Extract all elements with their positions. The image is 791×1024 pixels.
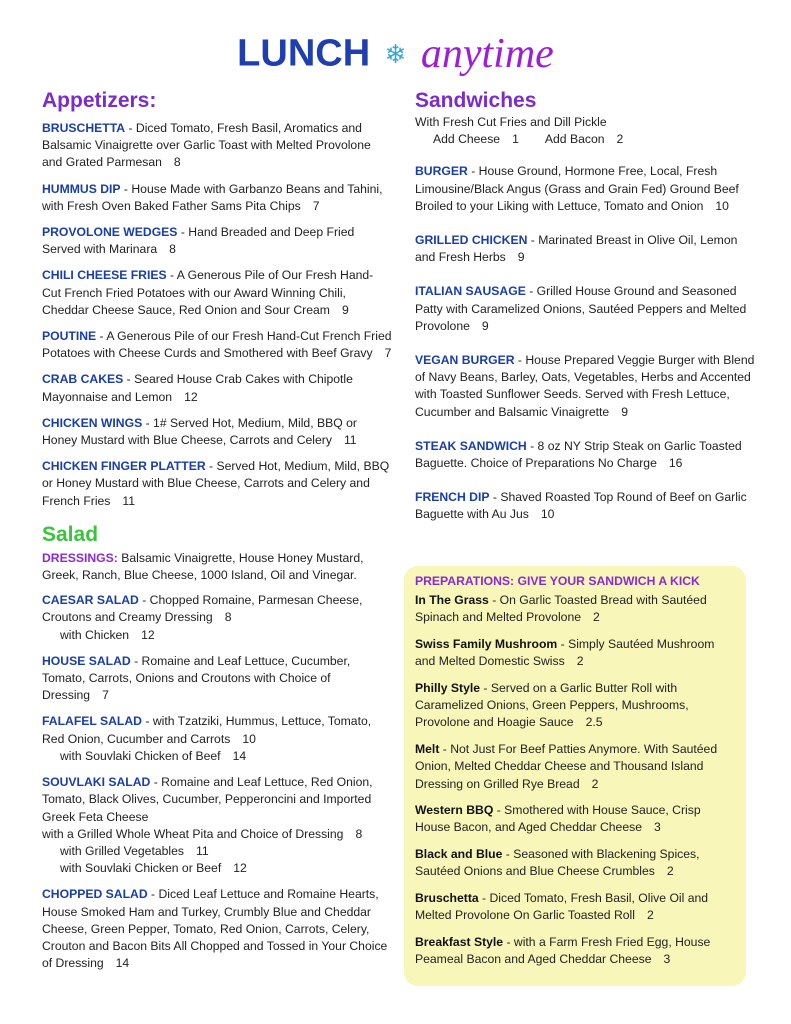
menu-item-house-salad: [42, 653, 392, 705]
prep-price: 2: [591, 776, 599, 791]
item-price: 8: [224, 610, 232, 625]
item-name: CHILI CHEESE FRIES: [42, 268, 167, 283]
menu-item-falafel-salad: [42, 713, 392, 765]
item-name: HUMMUS DIP: [42, 181, 121, 196]
item-price: 7: [312, 198, 320, 213]
prep-name: Melt: [415, 741, 440, 756]
item-desc: - Shaved Roasted Top Round of Beef on Garlic Baguette with Au Jus: [415, 490, 747, 522]
prep-name: Swiss Family Mushroom: [415, 636, 558, 651]
prep-name: Black and Blue: [415, 846, 503, 861]
item-name: HOUSE SALAD: [42, 653, 131, 668]
item-desc: - Seared House Crab Cakes with Chipotle Mayonnaise and Lemon: [42, 372, 353, 404]
option-label: with Chicken: [60, 627, 130, 642]
menu-item-provolone-wedges: [42, 224, 392, 258]
prep-desc: - Seasoned with Blackening Spices, Sautéed Onions and Blue Cheese Crumbles: [415, 846, 700, 879]
item-name: CHOPPED SALAD: [42, 887, 148, 902]
item-price: 14: [115, 956, 130, 971]
item-price: 10: [242, 731, 256, 746]
menu-item-chicken-finger-platter: [42, 458, 392, 510]
prep-desc: - with a Farm Fresh Fried Egg, House Peameal Bacon and Aged Cheddar Cheese: [415, 934, 711, 966]
menu-item-poutine: [42, 328, 392, 362]
prep-price: 3: [663, 951, 671, 966]
item-desc: - Romaine and Leaf Lettuce, Red Onion, Tomato, Black Olives, Cucumber, Pepperoncini and Imported Greek Feta Cheese: [42, 775, 373, 824]
item-option: [42, 860, 392, 877]
item-desc: - Marinated Breast in Olive Oil, Lemon and Fresh Herbs: [415, 233, 738, 265]
item-desc: - 1# Served Hot, Medium, Mild, BBQ or Honey Mustard with Blue Cheese, Carrots and Celery: [42, 415, 357, 448]
item-desc: - Chopped Romaine, Parmesan Cheese, Croutons and Creamy Dressing: [42, 593, 363, 625]
prep-price: 2.5: [585, 715, 603, 730]
item-price: 9: [517, 250, 525, 265]
preparations-heading: PREPARATIONS: GIVE YOUR SANDWICH A KICK: [415, 574, 700, 588]
menu-item-chili-cheese-fries: [42, 267, 392, 319]
prep-price: 2: [576, 654, 584, 669]
prep-desc: - Served on a Garlic Butter Roll with Caramelized Onions, Green Peppers, Mushrooms, Provolone and Hoagie Sauce: [415, 680, 689, 730]
item-price: 9: [341, 302, 349, 317]
snowflake-icon: ❄: [384, 38, 407, 69]
preparations-box: [404, 566, 746, 986]
add-cheese-price: 1: [512, 132, 519, 147]
item-desc: - 8 oz NY Strip Steak on Garlic Toasted Baguette. Choice of Preparations No Charge: [415, 438, 742, 471]
menu-item-hummus-dip: [42, 181, 392, 215]
prep-item-breakfast-style: [415, 934, 736, 969]
item-desc-line2: [42, 826, 392, 843]
item-price: 10: [715, 198, 729, 213]
option-price: 12: [233, 861, 247, 876]
prep-item-western-bbq: [415, 802, 736, 837]
item-desc: - A Generous Pile of Our Fresh Hand-Cut French Fried Potatoes with our Award Winning Chili, Cheddar Cheese Sauce, Red Onion and Sour Cream: [42, 268, 374, 317]
option-price: 14: [232, 748, 247, 763]
appetizers-heading: Appetizers:: [42, 89, 157, 112]
sandwiches-heading: Sandwiches: [415, 89, 537, 112]
add-bacon-label: Add Bacon: [544, 132, 605, 147]
item-desc: - A Generous Pile of our Fresh Hand-Cut French Fried Potatoes with Cheese Curds and Smothered with Beef Gravy: [42, 329, 392, 361]
sandwich-addons: [415, 131, 760, 148]
item-price: 12: [184, 389, 198, 404]
title-lunch: LUNCH: [237, 32, 371, 75]
item-price: 11: [122, 493, 136, 508]
item-name: GRILLED CHICKEN: [415, 233, 528, 248]
right-column: [415, 88, 760, 541]
menu-item-chopped-salad: [42, 886, 392, 972]
prep-desc: - Simply Sautéed Mushroom and Melted Domestic Swiss: [415, 636, 715, 669]
menu-item-french-dip: [415, 489, 760, 523]
item-price: 10: [540, 507, 555, 522]
item-price: 8: [173, 155, 181, 170]
menu-item-caesar-salad: [42, 592, 392, 644]
dressings-label: DRESSINGS:: [42, 550, 118, 565]
item-option: [42, 627, 392, 644]
item-name: ITALIAN SAUSAGE: [415, 284, 526, 299]
item-name: VEGAN BURGER: [415, 353, 515, 368]
item-desc: - House Prepared Veggie Burger with Blend of Navy Beans, Barley, Oats, Vegetables, Herbs and Accented with Toasted Sunflower Seeds. Served with Fresh Lettuce, Cucumber and Balsamic Vinaigrette: [415, 353, 755, 419]
item-desc: - Romaine and Leaf Lettuce, Cucumber, Tomato, Carrots, Onions and Croutons with Choice of Dressing: [42, 653, 351, 703]
item-price: 9: [621, 404, 628, 419]
item-price: 7: [384, 346, 392, 361]
option-label: with Grilled Vegetables: [60, 843, 184, 858]
menu-item-souvlaki-salad: [42, 774, 392, 877]
prep-item-philly-style: [415, 680, 736, 732]
item-name: STEAK SANDWICH: [415, 438, 527, 453]
item-desc: - with Tzatziki, Hummus, Lettuce, Tomato, Red Onion, Cucumber and Carrots: [42, 714, 372, 746]
prep-price: 2: [646, 908, 654, 923]
item-price: 16: [668, 456, 683, 471]
menu-item-steak-sandwich: [415, 438, 760, 472]
title-anytime: anytime: [420, 31, 554, 77]
option-label: with Souvlaki Chicken of Beef: [60, 748, 221, 763]
item-name: FRENCH DIP: [415, 490, 490, 505]
item-price: 8: [169, 242, 176, 257]
page-title: [0, 30, 791, 78]
item-desc: - Hand Breaded and Deep Fried Served with Marinara: [42, 225, 355, 257]
item-desc: - Diced Tomato, Fresh Basil, Aromatics and Balsamic Vinaigrette over Garlic Toast with Melted Provolone and Grated Parmesan: [42, 121, 371, 170]
menu-item-chicken-wings: [42, 415, 392, 449]
salad-heading: Salad: [42, 522, 99, 546]
prep-name: Western BBQ: [415, 803, 494, 818]
item-price: 7: [102, 688, 109, 703]
left-column: [42, 88, 392, 972]
item-desc: - Served Hot, Medium, Mild, BBQ or Honey Mustard with Blue Cheese, Carrots and Celery and French Fries: [42, 459, 390, 508]
menu-item-burger: [415, 163, 760, 215]
item-name: SOUVLAKI SALAD: [42, 775, 151, 790]
option-price: 12: [141, 627, 155, 642]
menu-item-grilled-chicken: [415, 232, 760, 266]
option-price: 11: [195, 843, 209, 858]
prep-desc: - Smothered with House Sauce, Crisp House Bacon, and Aged Cheddar Cheese: [415, 803, 701, 835]
add-cheese-label: Add Cheese: [433, 132, 501, 147]
item-price: 9: [481, 318, 489, 333]
prep-item-melt: [415, 741, 736, 793]
prep-name: Breakfast Style: [415, 934, 504, 949]
prep-price: 2: [666, 864, 674, 879]
item-name: FALAFEL SALAD: [42, 714, 142, 729]
menu-item-italian-sausage: [415, 283, 760, 335]
prep-desc: - On Garlic Toasted Bread with Sautéed Spinach and Melted Provolone: [415, 593, 707, 625]
item-name: CAESAR SALAD: [42, 593, 139, 608]
item-name: CHICKEN WINGS: [42, 415, 143, 430]
sandwiches-intro: With Fresh Cut Fries and Dill Pickle: [415, 115, 607, 129]
item-desc: - House Made with Garbanzo Beans and Tahini, with Fresh Oven Baked Father Sams Pita Chips: [42, 181, 383, 213]
prep-name: Philly Style: [415, 680, 481, 695]
prep-name: Bruschetta: [415, 890, 479, 905]
prep-name: In The Grass: [415, 593, 489, 607]
item-option: [42, 748, 392, 765]
option-label: with Souvlaki Chicken or Beef: [60, 861, 222, 876]
prep-item-in-the-grass: [415, 592, 736, 627]
desc-line2: with a Grilled Whole Wheat Pita and Choice of Dressing: [42, 826, 344, 841]
item-price: 8: [355, 826, 363, 841]
item-desc: - House Ground, Hormone Free, Local, Fresh Limousine/Black Angus (Grass and Grain Fed) Ground Beef Broiled to your Liking with Lettuce, Tomato and Onion: [415, 164, 739, 213]
item-price: 11: [343, 433, 357, 448]
prep-desc: - Not Just For Beef Patties Anymore. With Sautéed Onion, Melted Cheddar Cheese and Thousand Island Dressing on Grilled Rye Bread: [415, 741, 718, 791]
item-name: BRUSCHETTA: [42, 121, 126, 135]
menu-item-vegan-burger: [415, 352, 760, 421]
menu-item-bruschetta: [42, 120, 392, 172]
dressings-list: [42, 550, 392, 584]
prep-item-bruschetta: [415, 890, 736, 925]
item-option: [42, 843, 392, 860]
prep-price: 3: [654, 820, 661, 835]
item-desc: - Diced Leaf Lettuce and Romaine Hearts, House Smoked Ham and Turkey, Crumbly Blue and Cheddar Cheese, Green Pepper, Tomato, Red Onion, Carrots, Celery, Crouton and Bacon Bits All Chopped and Tossed in Your Choice of Dressing: [42, 887, 388, 971]
item-name: PROVOLONE WEDGES: [42, 225, 178, 240]
item-name: BURGER: [415, 164, 468, 179]
item-name: POUTINE: [42, 329, 97, 344]
prep-desc: - Diced Tomato, Fresh Basil, Olive Oil and Melted Provolone On Garlic Toasted Roll: [415, 890, 709, 923]
dressings-text: Balsamic Vinaigrette, House Honey Mustard, Greek, Ranch, Blue Cheese, 1000 Island, Oil and Vinegar.: [42, 550, 364, 583]
prep-item-black-and-blue: [415, 846, 736, 881]
item-name: CRAB CAKES: [42, 372, 124, 387]
prep-item-swiss-family-mushroom: [415, 636, 736, 671]
menu-item-crab-cakes: [42, 371, 392, 405]
item-name: CHICKEN FINGER PLATTER: [42, 459, 206, 474]
add-bacon-price: 2: [616, 132, 624, 147]
item-desc: - Grilled House Ground and Seasoned Patty with Caramelized Onions, Sautéed Peppers and Melted Provolone: [415, 284, 747, 333]
prep-price: 2: [593, 610, 600, 625]
